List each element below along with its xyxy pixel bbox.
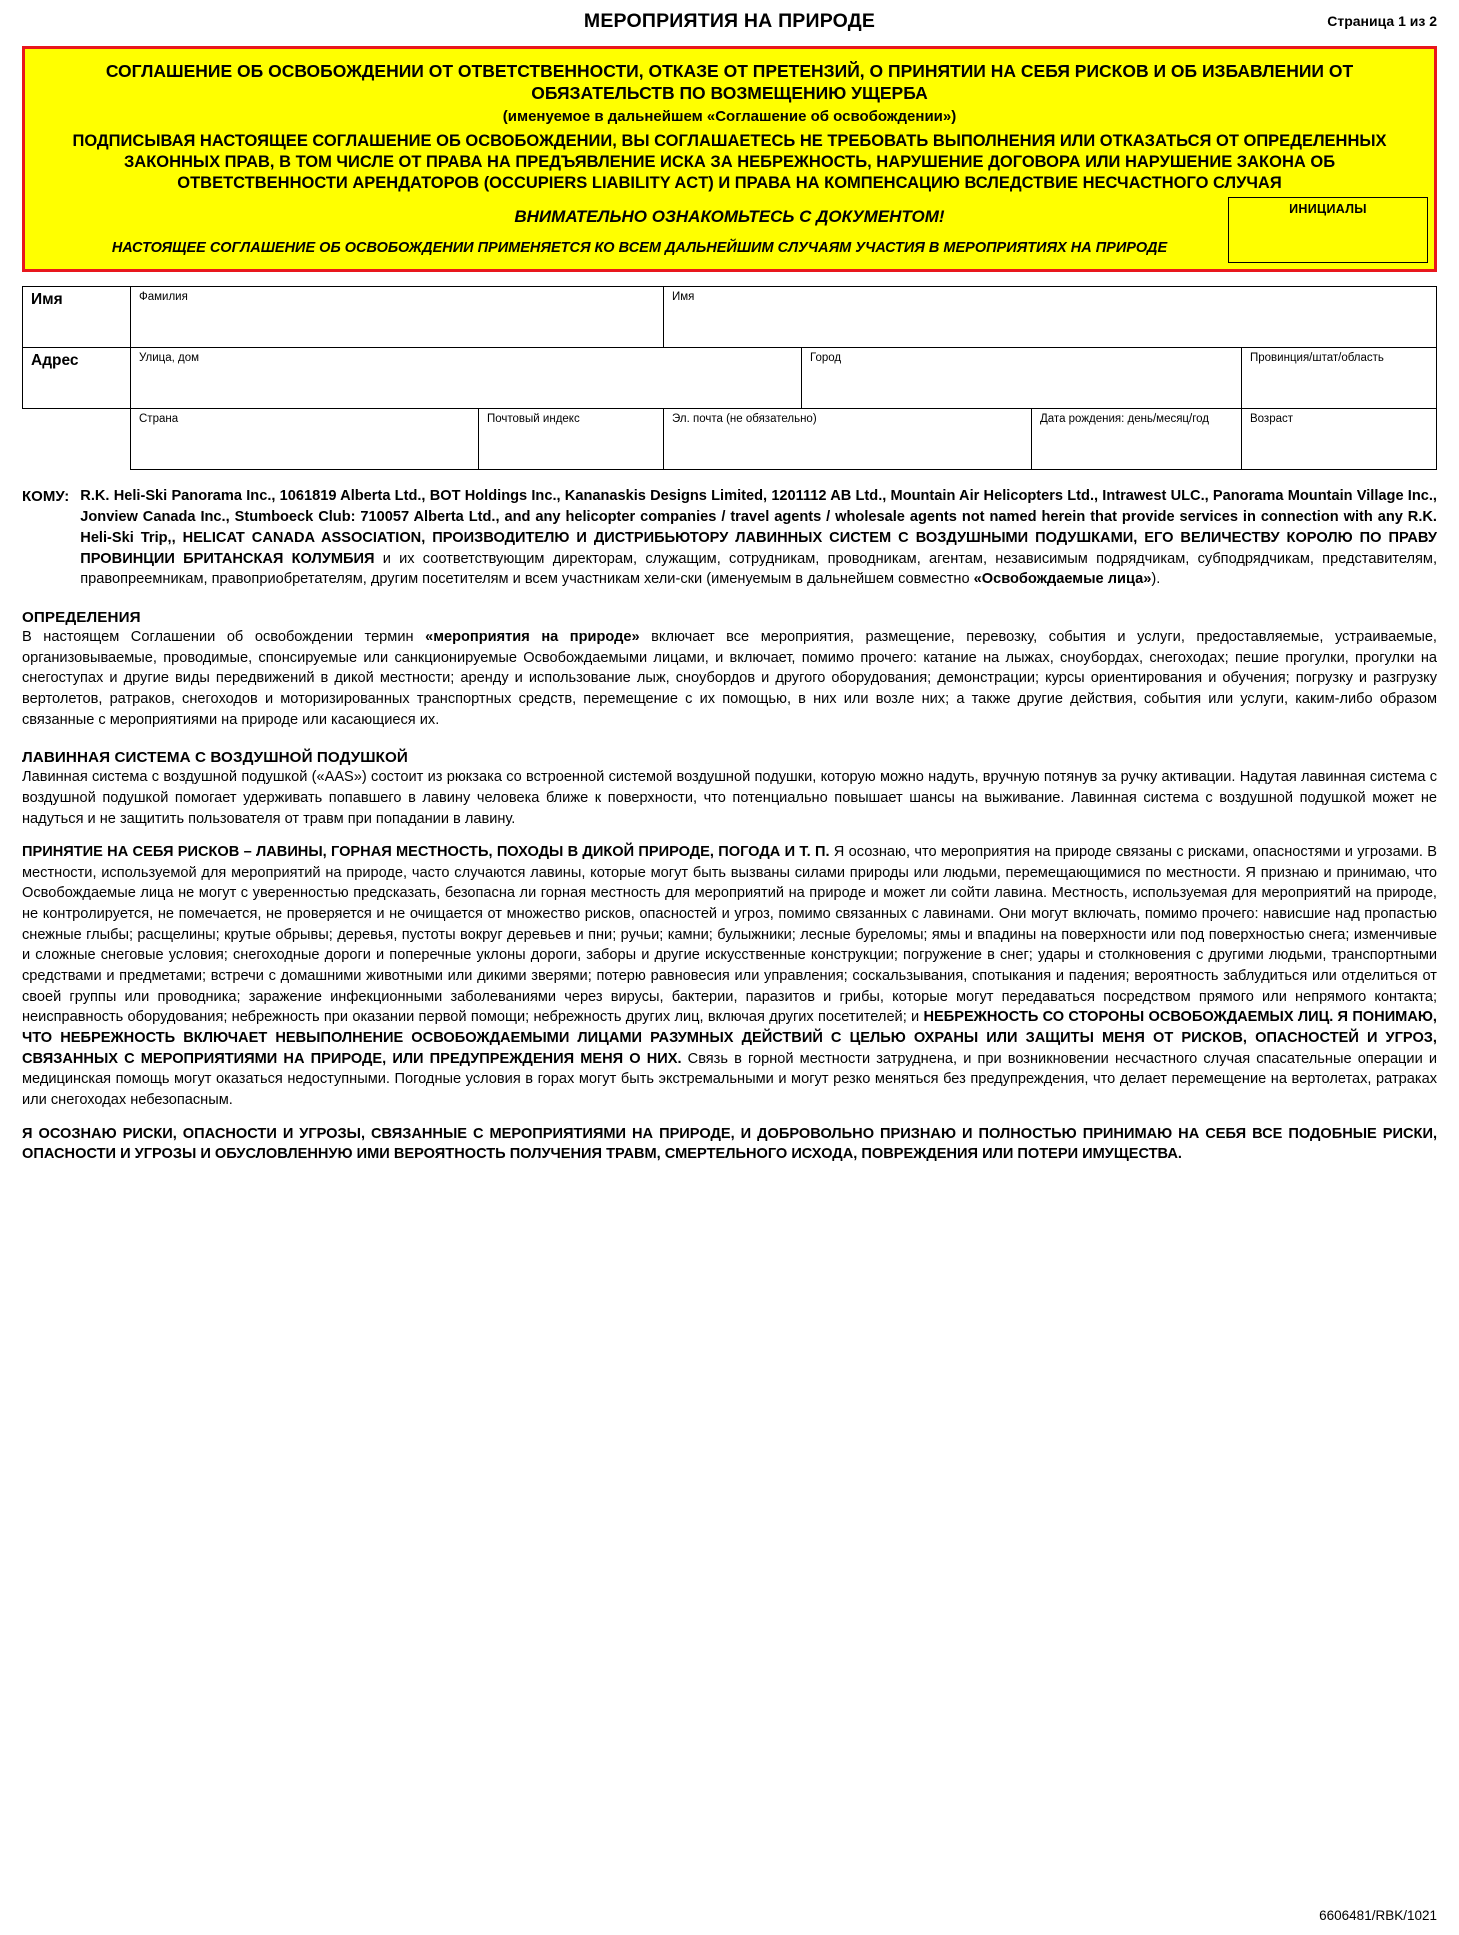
warning-subtitle: (именуемое в дальнейшем «Соглашение об освобождении»): [502, 107, 957, 125]
firstname-field[interactable]: [664, 287, 1437, 348]
age-label: Возраст: [1250, 413, 1294, 426]
recipients-block: [22, 486, 1437, 590]
recipients-keyword: КОМУ:: [22, 488, 70, 506]
surname-label: Фамилия: [139, 291, 188, 304]
name-label: Имя: [23, 287, 131, 348]
document-header: [22, 10, 1437, 44]
run-text: В настоящем Соглашении об освобождении термин: [22, 629, 426, 646]
run-text-bold: НЕБРЕЖНОСТЬ СО СТОРОНЫ ОСВОБОЖДАЕМЫХ ЛИЦ. Я ПОНИМАЮ, ЧТО НЕБРЕЖНОСТЬ ВКЛЮЧАЕТ НЕВЫПОЛНЕНИЕ ОСВОБОЖДАЕМЫМИ ЛИЦАМИ РАЗУМНЫХ ДЕЙСТВИЙ С ЦЕЛЬЮ ОХРАНЫ ИЛИ ЗАЩИТЫ МЕНЯ ОТ РИСКОВ, ОПАСНОСТЕЙ И УГРОЗ, СВЯЗАННЫХ С МЕРОПРИЯТИЯМИ НА ПРИРОДЕ, ИЛИ ПРЕДУПРЕЖДЕНИЯ МЕНЯ О НИХ.: [22, 1009, 1437, 1067]
dob-label: Дата рождения: день/месяц/год: [1040, 413, 1210, 426]
postal-field[interactable]: [479, 409, 664, 470]
run-text-bold: «мероприятия на природе»: [425, 629, 640, 646]
country-label: Страна: [139, 413, 179, 426]
age-field[interactable]: [1242, 409, 1437, 470]
run-text: Связь в горной местности затруднена, и при возникновении несчастного случая спасательные операции и медицинская помощь могут оказаться недоступными. Погодные условия в горах могут быть экстремальными и могут резко меняться без предупреждения, что делает перемещение на вертолетах, ратраках или снегоходах небезопасным.: [22, 1050, 1437, 1108]
recipients-part1: R.K. Heli-Ski Panorama Inc., 1061819 Alberta Ltd., BOT Holdings Inc., Kananaskis Designs Limited, 1201112 AB Ltd., Mountain Air Helicopters Ltd., Intrawest ULC., Panorama Mountain Village Inc., Jonview Canada Inc., Stumboeck Club: 710057 Alberta Ltd., and any helicopter companies / travel agents / wholesale agents not named herein that provide services in connection with any R.K. Heli-Ski Trip,, HELICAT CANADA ASSOCIATION, ПРОИЗВОДИТЕЛЮ И ДИСТРИБЬЮТОРУ ЛАВИННЫХ СИСТЕМ С ВОЗДУШНЫМИ ПОДУШКАМИ, ЕГО ВЕЛИЧЕСТВУ КОРОЛЮ ПО ПРАВУ ПРОВИНЦИИ БРИТАНСКАЯ КОЛУМБИЯ: [80, 488, 1437, 567]
table-row: [23, 409, 1437, 470]
run-text-bold: Я ОСОЗНАЮ РИСКИ, ОПАСНОСТИ И УГРОЗЫ, СВЯЗАННЫЕ С МЕРОПРИЯТИЯМИ НА ПРИРОДЕ, И ДОБРОВОЛЬНО ПРИЗНАЮ И ПОЛНОСТЬЮ ПРИНИМАЮ НА СЕБЯ ВСЕ ПОДОБНЫЕ РИСКИ, ОПАСНОСТИ И УГРОЗЫ И ОБУСЛОВЛЕННУЮ ИМИ ВЕРОЯТНОСТЬ ПОЛУЧЕНИЯ ТРАВМ, СМЕРТЕЛЬНОГО ИСХОДА, ПОВРЕЖДЕНИЯ ИЛИ ПОТЕРИ ИМУЩЕСТВА.: [22, 1125, 1437, 1163]
street-label: Улица, дом: [139, 352, 200, 365]
email-label: Эл. почта (не обязательно): [672, 413, 817, 426]
initials-box[interactable]: [1228, 197, 1428, 263]
recipients-part4: ).: [1151, 571, 1161, 588]
warning-box: [22, 46, 1437, 272]
address-label: Адрес: [23, 348, 131, 409]
city-label: Город: [810, 352, 842, 365]
section-heading-definitions: ОПРЕДЕЛЕНИЯ: [22, 609, 141, 627]
firstname-label: Имя: [672, 291, 695, 304]
participant-form: [22, 286, 1437, 470]
run-text: Лавинная система с воздушной подушкой («AAS») состоит из рюкзака со встроенной системой воздушной подушки, которую можно надуть, вручную потянув за ручку активации. Надутая лавинная система с воздушной подушкой помогает удерживать попавшего в лавину человека ближе к поверхности, что потенциально повышает шансы на выживание. Лавинная система с воздушной подушкой может не надуться и не защитить пользователя от травм при попадании в лавину.: [22, 769, 1437, 827]
warning-read-carefully: ВНИМАТЕЛЬНО ОЗНАКОМЬТЕСЬ С ДОКУМЕНТОМ!: [514, 206, 945, 226]
province-field[interactable]: [1242, 348, 1437, 409]
section-paragraph: [22, 627, 1437, 730]
run-text-bold: ПРИНЯТИЕ НА СЕБЯ РИСКОВ – ЛАВИНЫ, ГОРНАЯ МЕСТНОСТЬ, ПОХОДЫ В ДИКОЙ ПРИРОДЕ, ПОГОДА И Т. П.: [22, 844, 830, 861]
page-title: МЕРОПРИЯТИЯ НА ПРИРОДЕ: [583, 10, 876, 32]
street-field[interactable]: [131, 348, 802, 409]
surname-field[interactable]: [131, 287, 664, 348]
postal-label: Почтовый индекс: [487, 413, 580, 426]
document-footer: 6606481/RBK/1021: [1319, 1908, 1437, 1923]
province-label: Провинция/штат/область: [1250, 352, 1384, 365]
recipients-part3: «Освобождаемые лица»: [973, 571, 1152, 588]
run-text: Я осознаю, что мероприятия на природе связаны с рисками, опасностями и угрозами. В местности, используемой для мероприятий на природе, часто случаются лавины, которые могут быть вызваны силами природы или людьми, перемещающимися по местности. Я признаю и принимаю, что Освобождаемые лица не могут с уверенностью предсказать, безопасна ли горная местность для мероприятий на природе и может ли сойти лавина. Местность, используемая для мероприятий на природе, не контролируется, не помечается, не проверяется и не очищается от множество рисков, опасностей и угроз, помимо связанных с лавинами. Они могут включать, помимо прочего: нависшие над пропастью снежные глыбы; расщелины; крутые обрывы; деревья, пустоты вокруг деревьев и пни; ручьи; камни; булыжники; лесные буреломы; ямы и впадины на поверхности или под поверхностью снега; изменчивые и сложные снеговые условия; снегоходные дороги и поперечные уклоны дороги, заборы и другие искусственные конструкции; погружение в снег; удары и столкновения с другими людьми, транспортными средствами и предметами; встречи с домашними животными или дикими зверями; потерю равновесия или управления; соскальзывания, спотыкания и падения; вероятность заблудиться или отделиться от своей группы или проводника; заражение инфекционными заболеваниями через вирусы, бактерии, паразитов и грибы, которые могут передаваться посредством прямого или непрямого контакта; неисправность оборудования; небрежность при оказании первой помощи; небрежность других лиц, включая других посетителей; и: [22, 844, 1437, 1026]
initials-label: ИНИЦИАЛЫ: [1289, 202, 1367, 217]
run-text: включает все мероприятия, размещение, перевозку, события и услуги, предоставляемые, устраиваемые, организовываемые, проводимые, спонсируемые или санкционируемые Освобождаемыми лицами, и включает, помимо прочего: катание на лыжах, сноубордах, снегоходах; пешие прогулки, прогулки на снегоступах и другие виды передвижений в дикой местности; аренду и использование лыж, сноубордов и другого оборудования; демонстрации; курсы ориентирования и обучения; погрузку и разгрузку вертолетов, ратраков, снегоходов и моторизированных транспортных средств, перемещение с их помощью, в них или возле них; а также другие действия, события или услуги, каким-либо образом связанные с мероприятиями на природе или касающиеся их.: [22, 629, 1437, 728]
dob-field[interactable]: [1032, 409, 1242, 470]
section-paragraph: [22, 767, 1437, 829]
warning-body: ПОДПИСЫВАЯ НАСТОЯЩЕЕ СОГЛАШЕНИЕ ОБ ОСВОБОЖДЕНИИ, ВЫ СОГЛАШАЕТЕСЬ НЕ ТРЕБОВАТЬ ВЫПОЛНЕНИЯ ИЛИ ОТКАЗАТЬСЯ ОТ ОПРЕДЕЛЕННЫХ ЗАКОННЫХ ПРАВ, В ТОМ ЧИСЛЕ ОТ ПРАВА НА ПРЕДЪЯВЛЕНИЕ ИСКА ЗА НЕБРЕЖНОСТЬ, НАРУШЕНИЕ ДОГОВОРА ИЛИ НАРУШЕНИЕ ЗАКОНА ОБ ОТВЕТСТВЕННОСТИ АРЕНДАТОРОВ (OCCUPIERS LIABILITY ACT) И ПРАВА НА КОМПЕНСАЦИЮ ВСЛЕДСТВИЕ НЕСЧАСТНОГО СЛУЧАЯ: [72, 131, 1387, 192]
email-field[interactable]: [664, 409, 1032, 470]
table-row: [23, 287, 1437, 348]
warning-footnote: НАСТОЯЩЕЕ СОГЛАШЕНИЕ ОБ ОСВОБОЖДЕНИИ ПРИМЕНЯЕТСЯ КО ВСЕМ ДАЛЬНЕЙШИМ СЛУЧАЯМ УЧАСТИЯ В МЕРОПРИЯТИЯХ НА ПРИРОДЕ: [111, 239, 1168, 256]
recipients-part2: и их соответствующим директорам, служащим, сотрудникам, проводникам, агентам, независимым подрядчикам, субподрядчикам, представителям, правопреемникам, правоприобретателям, другим посетителям и всем участникам хели-ски (именуемым в дальнейшем совместно: [80, 550, 1438, 588]
page-indicator: Страница 1 из 2: [1327, 13, 1437, 29]
recipients-text: [80, 486, 1437, 590]
warning-title: СОГЛАШЕНИЕ ОБ ОСВОБОЖДЕНИИ ОТ ОТВЕТСТВЕННОСТИ, ОТКАЗЕ ОТ ПРЕТЕНЗИЙ, О ПРИНЯТИИ НА СЕБЯ РИСКОВ И ОБ ИЗБАВЛЕНИИ ОТ ОБЯЗАТЕЛЬСТВ ПО ВОЗМЕЩЕНИЮ УЩЕРБА: [105, 61, 1354, 103]
country-field[interactable]: [131, 409, 479, 470]
section-paragraph-risks: [22, 842, 1437, 1110]
section-heading-airbag: ЛАВИННАЯ СИСТЕМА С ВОЗДУШНОЙ ПОДУШКОЙ: [22, 749, 408, 767]
sections-container: [22, 609, 1437, 1165]
table-row: [23, 348, 1437, 409]
section-paragraph-acceptance: [22, 1124, 1437, 1165]
city-field[interactable]: [802, 348, 1242, 409]
